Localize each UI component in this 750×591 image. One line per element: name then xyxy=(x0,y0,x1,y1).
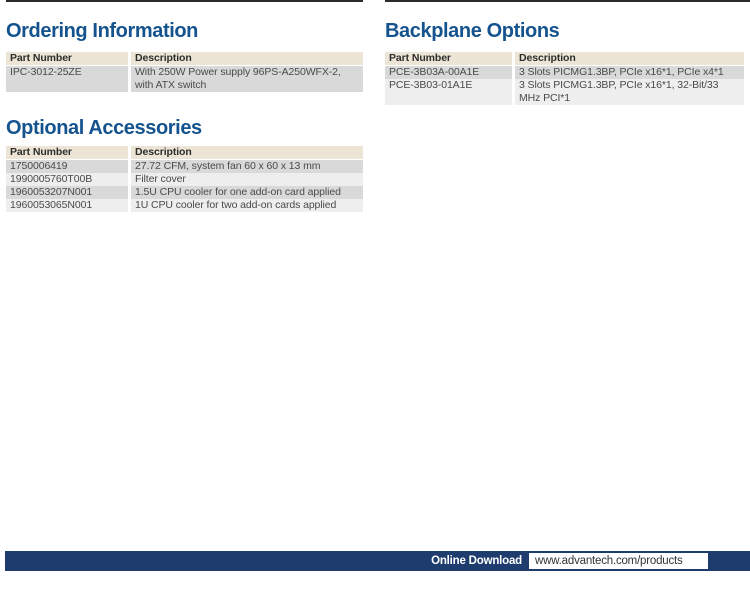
column-header-part-number: Part Number xyxy=(6,146,128,159)
part-number-cell: 1990005760T00B xyxy=(6,173,128,186)
table-row xyxy=(6,199,363,212)
footer-bar xyxy=(5,551,750,571)
table-row xyxy=(6,160,363,173)
description-cell: 1.5U CPU cooler for one add-on card applied xyxy=(131,186,363,199)
part-number-cell: 1960053065N001 xyxy=(6,199,128,212)
column-header-description: Description xyxy=(131,146,363,159)
optional-accessories-table xyxy=(6,146,363,212)
description-cell: With 250W Power supply 96PS-A250WFX-2, with ATX switch xyxy=(131,66,363,92)
table-header-row xyxy=(6,52,363,65)
ordering-information-table xyxy=(6,52,363,92)
table-row xyxy=(385,79,744,105)
right-column xyxy=(385,2,744,105)
section-heading-backplane-options: Backplane Options xyxy=(385,20,560,42)
table-header-row xyxy=(385,52,744,65)
table-row xyxy=(385,66,744,79)
part-number-cell: IPC-3012-25ZE xyxy=(6,66,128,92)
column-header-part-number: Part Number xyxy=(385,52,512,65)
online-download-label: Online Download xyxy=(431,555,522,567)
column-header-description: Description xyxy=(515,52,744,65)
column-header-part-number: Part Number xyxy=(6,52,128,65)
description-cell: 1U CPU cooler for two add-on cards applied xyxy=(131,199,363,212)
description-cell: 27.72 CFM, system fan 60 x 60 x 13 mm xyxy=(131,160,363,173)
description-cell: 3 Slots PICMG1.3BP, PCIe x16*1, PCIe x4*1 xyxy=(515,66,744,79)
table-row xyxy=(6,66,363,92)
column-header-description: Description xyxy=(131,52,363,65)
part-number-cell: PCE-3B03-01A1E xyxy=(385,79,512,105)
left-column xyxy=(6,2,363,212)
part-number-cell: 1960053207N001 xyxy=(6,186,128,199)
part-number-cell: PCE-3B03A-00A1E xyxy=(385,66,512,79)
part-number-cell: 1750006419 xyxy=(6,160,128,173)
description-cell: Filter cover xyxy=(131,173,363,186)
description-cell: 3 Slots PICMG1.3BP, PCIe x16*1, 32-Bit/33 MHz PCI*1 xyxy=(515,79,744,105)
section-heading-ordering-information: Ordering Information xyxy=(6,20,199,42)
table-row xyxy=(6,173,363,186)
section-heading-optional-accessories: Optional Accessories xyxy=(6,117,202,139)
table-row xyxy=(6,186,363,199)
footer-url-box[interactable] xyxy=(529,553,708,569)
table-header-row xyxy=(6,146,363,159)
footer-url-text[interactable]: www.advantech.com/products xyxy=(535,555,683,567)
backplane-options-table xyxy=(385,52,744,105)
